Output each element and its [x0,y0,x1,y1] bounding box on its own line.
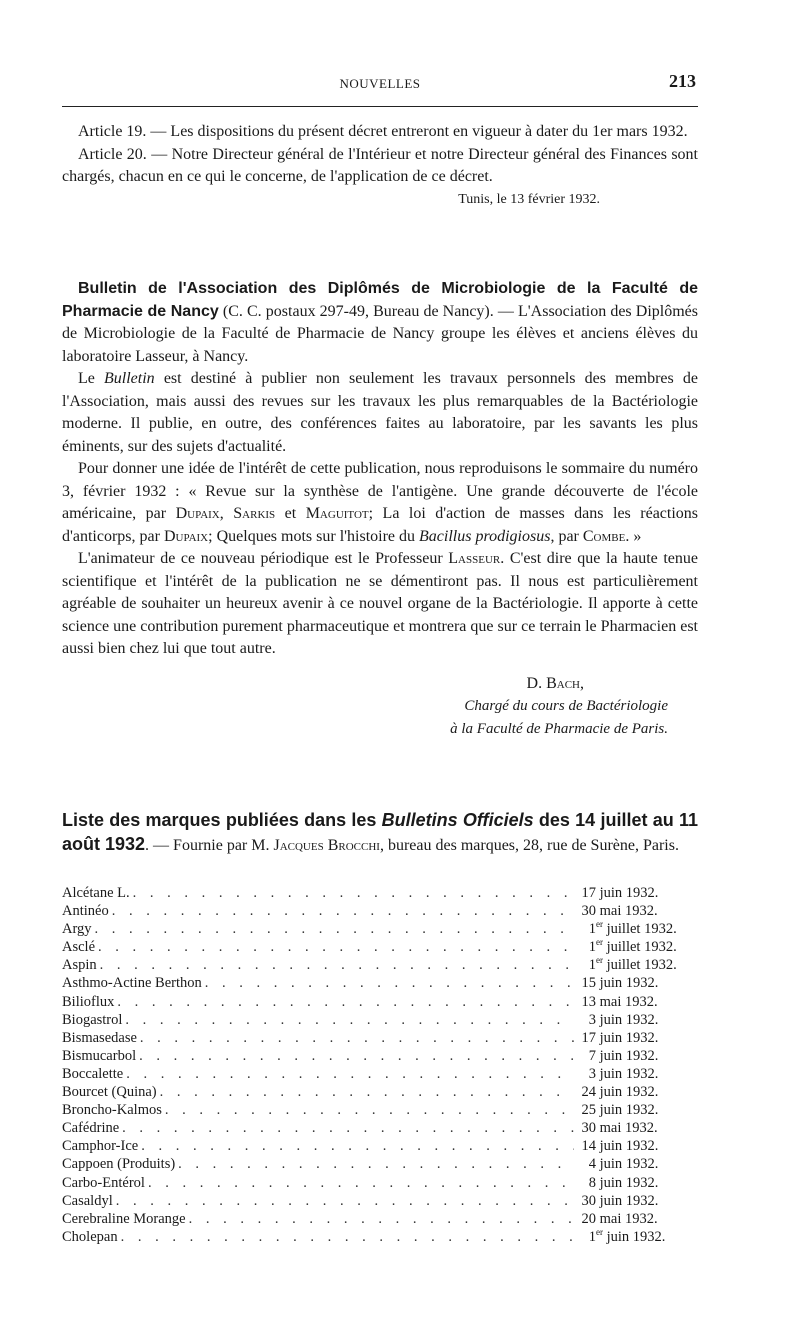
dot-leader [178,1155,574,1173]
list-item [62,884,698,902]
text-run: 11 [678,810,698,830]
publication-date [574,884,698,902]
header-rule [62,106,698,107]
author-name: Maguitot [305,505,369,522]
list-item [62,1083,698,1101]
date-month-year: juin 1932. [596,1138,659,1155]
text-run: des [533,810,576,830]
marques-heading-block [62,808,698,858]
date-month-year: juin 1932. [596,1029,659,1046]
dot-leader [140,1029,574,1047]
date-day: 30 [581,903,596,920]
publication-date [574,920,698,938]
trademark-name: Alcétane L. [62,885,130,901]
date-day: 14 [581,1138,596,1155]
trademark-name: Casaldyl [62,1192,113,1209]
date-day: 1 [588,921,596,938]
trademark-name: Cafédrine [62,1120,120,1137]
date-month-year: juillet 1932. [603,957,677,974]
date-day: 17 [581,1029,596,1046]
list-item [62,1011,698,1029]
list-item [62,902,698,920]
date-day: 1 [588,1228,596,1245]
marques-heading [62,808,698,858]
text-run: 14 [575,810,596,830]
list-item [62,974,698,992]
list-item [62,938,698,956]
date-day: 7 [588,1047,596,1064]
dot-leader [121,1228,574,1246]
date-day: 1 [588,939,596,956]
publication-date [574,1011,698,1029]
decree-section [62,121,698,211]
dot-leader [205,974,574,992]
bulletin-section [62,278,698,740]
publication-date [574,1137,698,1155]
publication-date [574,902,698,920]
dot-leader [125,1011,574,1029]
text-run: est destiné à publier non seulement les travaux personnels des membres de l'Association, mais aussi des revues sur les travaux les plus remarquables de la Bactériologie moderne. Il publie, en outre, des conférences faites au laboratoire, par les savants les plus éminents, sur des sujets d'actualité. [62,370,698,455]
text-run: Liste des marques publiées dans les [62,810,382,830]
date-month-year: juillet 1932. [603,939,677,956]
text-run: ; Quelques mots sur l'histoire du [208,527,420,545]
publication-date [574,1119,698,1137]
trademark-name: Bourcet (Quina) [62,1084,157,1101]
date-day: 13 [581,993,596,1010]
text-run: , bureau des marques, 28, rue de Surène, Paris. [379,837,679,854]
dot-leader [98,938,574,956]
text-run: L'animateur de ce nouveau périodique est le Professeur [78,550,449,567]
date-day: 30 [581,1120,596,1137]
signature-name: D. Bach, [526,674,584,692]
text-run: . C'est dire que la haute tenue scientifique et l'intérêt de la publication ne se démentiront pas. Il nous est particulièrement agréable de souhaiter un heureux avenir à ce nouvel organe de la Bactériologie. Il apporte à cette science une contribution purement pharmaceutique et montrera que sur ce terrain le Pharmacien est aussi bien chez lui que tout autre. [62,550,698,657]
page-number: 213 [669,71,696,91]
text-run: Bulletins Officiels [381,810,534,830]
place-date: Tunis, le 13 février 1932. [458,191,600,207]
date-month-year: mai 1932. [596,1210,658,1227]
list-item [62,920,698,938]
dot-leader [160,1083,574,1101]
date-month-year: juin 1932. [596,1156,659,1173]
date-ordinal: er [596,919,603,930]
publication-date [574,1083,698,1101]
text-run: Le [78,370,105,387]
publication-date [574,1210,698,1228]
bulletin-paragraph-3 [62,458,698,548]
date-ordinal: er [596,955,603,966]
date-day: 30 [581,1192,596,1209]
publication-date [574,956,698,974]
date-month-year: juin 1932. [596,1192,659,1209]
trademark-name: Bismasedase [62,1029,137,1046]
text-run: août [62,834,105,854]
date-day: 8 [588,1174,596,1191]
trademark-name: Biogastrol [62,1011,123,1028]
date-day: 3 [588,1065,596,1082]
trademark-name: Asthmo-Actine Berthon [62,975,202,992]
dot-leader [95,920,574,938]
dot-leader [116,1192,574,1210]
date-day: 15 [581,975,596,992]
dot-leader [117,993,574,1011]
signature-faculty: à la Faculté de Pharmacie de Paris. [450,720,668,737]
trademark-name: Cerebraline Morange [62,1210,186,1227]
author-name: Sarkis [233,505,276,522]
bulletin-paragraph-2 [62,368,698,458]
bulletin-title: Bulletin de l'Association des Diplômés de Microbiologie de la Faculté de Pharmacie de Nancy [62,280,698,320]
list-item [62,1228,698,1246]
list-item [62,1101,698,1119]
bulletin-paragraph-1 [62,278,698,368]
trademark-name: Aspin [62,957,97,974]
date-month-year: juin 1932. [596,1047,659,1064]
text-run: , par [550,527,583,545]
trademark-name: Bismucarbol [62,1047,137,1064]
trademark-name: Cappoen (Produits) [62,1156,176,1173]
date-month-year: juin 1932. [596,975,659,992]
author-name: Lasseur [448,550,501,567]
publication-date [574,1192,698,1210]
trademark-name: Camphor-Ice [62,1138,139,1155]
list-item [62,1174,698,1192]
publication-date [574,1047,698,1065]
text-run: 1932 [105,834,146,854]
date-month-year: juin 1932. [596,1084,659,1101]
trademark-name: Boccalette [62,1065,124,1082]
text-run: ; La loi d'action de masses dans les réactions d'anticorps, par [62,505,699,545]
dot-leader [100,956,574,974]
publication-date [574,1029,698,1047]
publication-date [574,1228,698,1246]
date-month-year: juin 1932. [596,1174,659,1191]
dot-leader [148,1174,574,1192]
dot-leader [112,902,574,920]
list-item [62,1029,698,1047]
dot-leader [139,1047,574,1065]
article-19: Article 19. — Les dispositions du présent décret entreront en vigueur à dater du 1er mars 1932. [78,123,688,140]
publication-date [574,938,698,956]
text-run: . — Fournie par M. [145,837,274,854]
date-month-year: juin 1932. [596,1065,659,1082]
publication-date [574,993,698,1011]
date-month-year: juin 1932. [603,1228,666,1245]
publication-date [574,974,698,992]
bulletin-intro: — L'Association des Diplômés de Microbiologie de la Faculté de Pharmacie de Nancy groupe les élèves et anciens élèves du laboratoire Lasseur, à Nancy. [62,302,698,365]
dot-leader [165,1101,574,1119]
author-name: Combe [582,527,626,545]
publication-date [574,1155,698,1173]
dot-leader [126,1065,574,1083]
bulletin-title-tail: (C. C. postaux 297-49, Bureau de Nancy). [218,302,494,320]
date-month-year: juin 1932. [596,885,659,901]
publication-date [574,1101,698,1119]
text-run: . » [625,527,642,545]
dot-leader [141,1137,574,1155]
signature-title: Chargé du cours de Bactériologie [464,698,668,714]
date-month-year: mai 1932. [596,903,658,920]
trademark-name: Carbo-Entérol [62,1174,145,1191]
species-name: Bacillus prodigiosus [419,527,551,545]
trademark-name: Biliofluх [62,993,115,1010]
date-month-year: juin 1932. [596,1102,659,1119]
list-item [62,1119,698,1137]
page-header [62,71,698,98]
author-name: Jacques Brocchi [273,837,380,854]
trademark-name: Argy [62,921,92,938]
author-name: Dupaix [163,527,209,545]
bulletin-name: Bulletin [104,370,155,387]
publication-date [574,1065,698,1083]
date-ordinal: er [596,1226,603,1237]
text-run: Pour donner une idée de l'intérêt de cette publication, nous reproduisons le sommaire du numéro 3, février 1932 : « Revue sur la synthèse de l'antigène. Une grande découverte de l'école américaine, par [62,460,698,522]
date-month-year: mai 1932. [596,993,658,1010]
date-day: 4 [588,1156,596,1173]
dot-leader [133,884,574,902]
date-month-year: mai 1932. [596,1120,658,1137]
date-month-year: juillet 1932. [603,921,677,938]
dot-leader [122,1119,574,1137]
publication-date [574,1174,698,1192]
trademark-name: Antinéo [62,903,109,920]
date-day: 3 [588,1011,596,1028]
date-day: 24 [581,1084,596,1101]
bulletin-paragraph-4 [62,548,698,661]
text-run: , [219,505,234,522]
text-run: juillet au [595,810,679,830]
date-month-year: juin 1932. [596,1011,659,1028]
trademark-name: Asclé [62,939,96,956]
dot-leader [189,1210,574,1228]
list-item [62,1210,698,1228]
date-day: 17 [581,885,596,901]
marques-list [62,884,698,1246]
list-item [62,1065,698,1083]
date-day: 1 [588,957,596,974]
date-day: 20 [581,1210,596,1227]
list-item [62,1155,698,1173]
article-20: Article 20. — Notre Directeur général de l'Intérieur et notre Directeur général des Finances sont chargés, chacun en ce qui le concerne, de l'application de ce décret. [62,145,698,185]
date-ordinal: er [596,937,603,948]
list-item [62,1047,698,1065]
running-title: NOUVELLES [339,76,421,91]
date-day: 25 [581,1102,596,1119]
text-run: et [275,505,306,522]
trademark-name: Broncho-Kalmos [62,1102,162,1119]
list-item [62,993,698,1011]
list-item [62,1137,698,1155]
list-item [62,1192,698,1210]
list-item [62,956,698,974]
author-name: Dupaix [175,505,220,522]
trademark-name: Cholepan [62,1228,118,1245]
